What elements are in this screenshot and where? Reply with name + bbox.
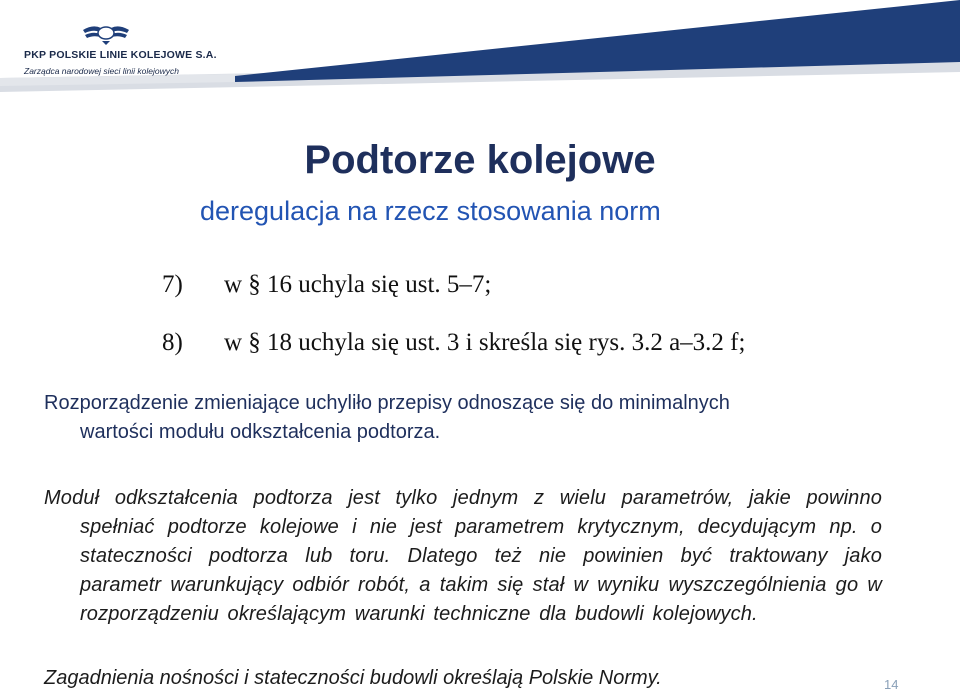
excerpt-item bbox=[162, 271, 862, 299]
explanation-paragraph: Moduł odkształcenia podtorza jest tylko jednym z wielu parametrów, jakie powinno spełniać podtorze kolejowe i nie jest parametrem krytycznym, decydującym np. o stateczności podtorza lub toru. Dlatego też nie powinien być traktowany jako parametr warunkujący odbiór robót, a takim się stał w wyniku wyszczególnienia go w rozporządzeniu określającym warunki techniczne dla budowli kolejowych. bbox=[44, 487, 882, 625]
excerpt-item bbox=[162, 329, 862, 357]
excerpt-text: w § 18 uchyla się ust. 3 i skreśla się rys. 3.2 a–3.2 f; bbox=[224, 329, 746, 356]
company-name: PKP POLSKIE LINIE KOLEJOWE S.A. bbox=[24, 49, 217, 61]
excerpt-text: w § 16 uchyla się ust. 5–7; bbox=[224, 271, 492, 298]
excerpt-number: 8) bbox=[162, 329, 183, 356]
slide-header bbox=[0, 0, 960, 92]
slide-subtitle: deregulacja na rzecz stosowania norm bbox=[200, 196, 661, 226]
intro-line: Rozporządzenie zmieniające uchyliło przepisy odnoszące się do minimalnych bbox=[44, 392, 730, 414]
conclusion-paragraph: Zagadnienia nośności i stateczności budowli określają Polskie Normy. bbox=[44, 667, 662, 689]
intro-line: wartości modułu odkształcenia podtorza. bbox=[80, 421, 441, 443]
page-number: 14 bbox=[884, 677, 899, 692]
pkp-emblem-icon bbox=[81, 22, 131, 46]
intro-paragraph bbox=[44, 389, 882, 447]
slide-title: Podtorze kolejowe bbox=[304, 138, 656, 182]
header-band bbox=[0, 0, 960, 92]
company-tagline: Zarządca narodowej sieci linii kolejowych bbox=[24, 66, 179, 76]
excerpt-number: 7) bbox=[162, 271, 183, 298]
